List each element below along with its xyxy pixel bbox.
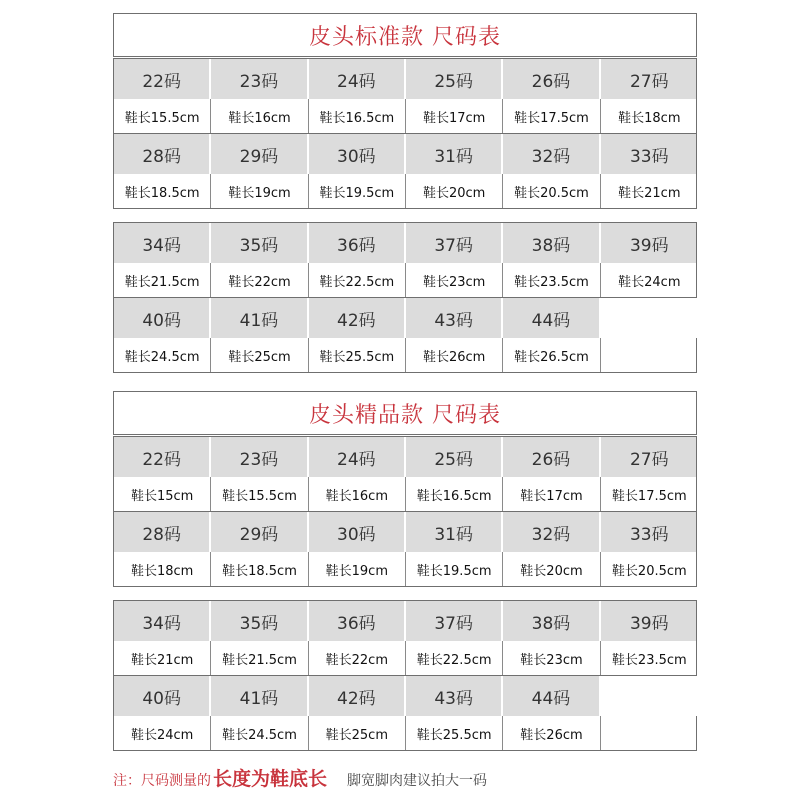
length-cell: 鞋长26.5cm bbox=[503, 338, 600, 372]
length-cell: 鞋长19cm bbox=[211, 174, 308, 208]
length-cell: 鞋长17cm bbox=[406, 99, 503, 133]
size-cell: 33码 bbox=[629, 146, 669, 167]
length-cell-empty bbox=[601, 338, 698, 372]
size-cell: 32码 bbox=[503, 134, 600, 174]
size-cell: 27码 bbox=[629, 71, 669, 92]
length-cell: 鞋长16cm bbox=[309, 477, 406, 511]
size-cell: 35码 bbox=[211, 601, 308, 641]
length-cell: 鞋长20.5cm bbox=[611, 563, 687, 579]
length-cell: 鞋长22cm bbox=[309, 641, 406, 675]
size-cell: 34码 bbox=[114, 223, 211, 263]
size-cell: 30码 bbox=[309, 512, 406, 552]
size-cell: 39码 bbox=[629, 235, 669, 256]
size-cell: 22码 bbox=[114, 59, 211, 99]
length-cell: 鞋长22.5cm bbox=[406, 641, 503, 675]
size-cell: 34码 bbox=[114, 601, 211, 641]
length-cell: 鞋长23cm bbox=[406, 263, 503, 297]
length-cell: 鞋长19.5cm bbox=[406, 552, 503, 586]
length-row bbox=[114, 716, 696, 750]
standard-size-block-2 bbox=[113, 222, 697, 373]
length-cell: 鞋长18.5cm bbox=[114, 174, 211, 208]
size-cell: 23码 bbox=[211, 59, 308, 99]
size-cell: 24码 bbox=[309, 437, 406, 477]
measurement-note bbox=[113, 764, 487, 794]
length-cell: 鞋长25cm bbox=[309, 716, 406, 750]
length-cell: 鞋长16.5cm bbox=[309, 99, 406, 133]
size-cell: 29码 bbox=[211, 134, 308, 174]
length-cell: 鞋长20cm bbox=[503, 552, 600, 586]
note-prefix: 注：尺码测量的 bbox=[113, 773, 211, 789]
size-cell: 37码 bbox=[406, 223, 503, 263]
length-cell: 鞋长15.5cm bbox=[114, 99, 211, 133]
premium-size-chart-title: 皮头精品款 尺码表 bbox=[113, 391, 697, 435]
size-cell: 42码 bbox=[309, 298, 406, 338]
size-cell: 32码 bbox=[503, 512, 600, 552]
size-cell-empty bbox=[601, 298, 698, 338]
size-cell-empty bbox=[601, 676, 698, 716]
length-cell: 鞋长24cm bbox=[618, 274, 681, 290]
length-cell: 鞋长18.5cm bbox=[211, 552, 308, 586]
length-cell: 鞋长23.5cm bbox=[503, 263, 600, 297]
size-row bbox=[114, 512, 696, 552]
size-row bbox=[114, 134, 696, 174]
note-emphasis: 长度为鞋底长 bbox=[213, 768, 328, 790]
length-cell: 鞋长16.5cm bbox=[406, 477, 503, 511]
length-cell: 鞋长26cm bbox=[406, 338, 503, 372]
size-row bbox=[114, 437, 696, 477]
size-cell: 38码 bbox=[503, 601, 600, 641]
size-cell: 26码 bbox=[503, 437, 600, 477]
length-cell: 鞋长17cm bbox=[503, 477, 600, 511]
size-cell: 25码 bbox=[406, 437, 503, 477]
size-row bbox=[114, 223, 696, 263]
size-cell: 40码 bbox=[114, 676, 211, 716]
size-cell: 41码 bbox=[211, 298, 308, 338]
length-row bbox=[114, 477, 696, 512]
size-cell: 39码 bbox=[629, 613, 669, 634]
length-cell: 鞋长21cm bbox=[618, 185, 681, 201]
length-cell: 鞋长22cm bbox=[211, 263, 308, 297]
premium-size-block-2 bbox=[113, 600, 697, 751]
length-row bbox=[114, 338, 696, 372]
length-cell: 鞋长19cm bbox=[309, 552, 406, 586]
size-cell: 24码 bbox=[309, 59, 406, 99]
length-cell: 鞋长21.5cm bbox=[114, 263, 211, 297]
length-cell: 鞋长23.5cm bbox=[611, 652, 687, 668]
length-cell: 鞋长22.5cm bbox=[309, 263, 406, 297]
size-cell: 42码 bbox=[309, 676, 406, 716]
size-cell: 35码 bbox=[211, 223, 308, 263]
premium-size-block-1 bbox=[113, 436, 697, 587]
size-cell: 23码 bbox=[211, 437, 308, 477]
size-cell: 38码 bbox=[503, 223, 600, 263]
size-row bbox=[114, 298, 696, 338]
length-cell: 鞋长24.5cm bbox=[211, 716, 308, 750]
size-cell: 27码 bbox=[629, 449, 669, 470]
standard-size-block-1 bbox=[113, 58, 697, 209]
size-row bbox=[114, 59, 696, 99]
standard-size-chart-title: 皮头标准款 尺码表 bbox=[113, 13, 697, 57]
length-cell: 鞋长20cm bbox=[406, 174, 503, 208]
size-cell: 31码 bbox=[406, 512, 503, 552]
length-cell: 鞋长26cm bbox=[503, 716, 600, 750]
size-row bbox=[114, 676, 696, 716]
size-cell: 44码 bbox=[503, 298, 600, 338]
length-cell: 鞋长18cm bbox=[114, 552, 211, 586]
length-cell: 鞋长21.5cm bbox=[211, 641, 308, 675]
size-cell: 33码 bbox=[629, 524, 669, 545]
size-cell: 41码 bbox=[211, 676, 308, 716]
note-suffix: 脚宽脚肉建议拍大一码 bbox=[347, 773, 488, 789]
size-cell: 31码 bbox=[406, 134, 503, 174]
size-cell: 43码 bbox=[406, 676, 503, 716]
length-cell-empty bbox=[601, 716, 698, 750]
length-cell: 鞋长16cm bbox=[211, 99, 308, 133]
size-cell: 36码 bbox=[309, 223, 406, 263]
length-cell: 鞋长24.5cm bbox=[114, 338, 211, 372]
length-cell: 鞋长15cm bbox=[114, 477, 211, 511]
length-cell: 鞋长15.5cm bbox=[211, 477, 308, 511]
size-row bbox=[114, 601, 696, 641]
length-cell: 鞋长18cm bbox=[618, 110, 681, 126]
length-cell: 鞋长25.5cm bbox=[309, 338, 406, 372]
length-cell: 鞋长20.5cm bbox=[503, 174, 600, 208]
length-cell: 鞋长25cm bbox=[211, 338, 308, 372]
length-cell: 鞋长17.5cm bbox=[611, 488, 687, 504]
length-row bbox=[114, 263, 696, 298]
size-cell: 25码 bbox=[406, 59, 503, 99]
size-cell: 26码 bbox=[503, 59, 600, 99]
size-cell: 29码 bbox=[211, 512, 308, 552]
length-row bbox=[114, 174, 696, 208]
length-cell: 鞋长21cm bbox=[114, 641, 211, 675]
length-cell: 鞋长19.5cm bbox=[309, 174, 406, 208]
length-cell: 鞋长17.5cm bbox=[503, 99, 600, 133]
size-cell: 28码 bbox=[114, 134, 211, 174]
size-cell: 37码 bbox=[406, 601, 503, 641]
length-cell: 鞋长25.5cm bbox=[406, 716, 503, 750]
length-row bbox=[114, 99, 696, 134]
size-cell: 43码 bbox=[406, 298, 503, 338]
size-cell: 36码 bbox=[309, 601, 406, 641]
size-cell: 22码 bbox=[114, 437, 211, 477]
length-cell: 鞋长24cm bbox=[114, 716, 211, 750]
length-row bbox=[114, 641, 696, 676]
length-row bbox=[114, 552, 696, 586]
size-cell: 28码 bbox=[114, 512, 211, 552]
length-cell: 鞋长23cm bbox=[503, 641, 600, 675]
size-cell: 30码 bbox=[309, 134, 406, 174]
size-cell: 40码 bbox=[114, 298, 211, 338]
size-cell: 44码 bbox=[503, 676, 600, 716]
